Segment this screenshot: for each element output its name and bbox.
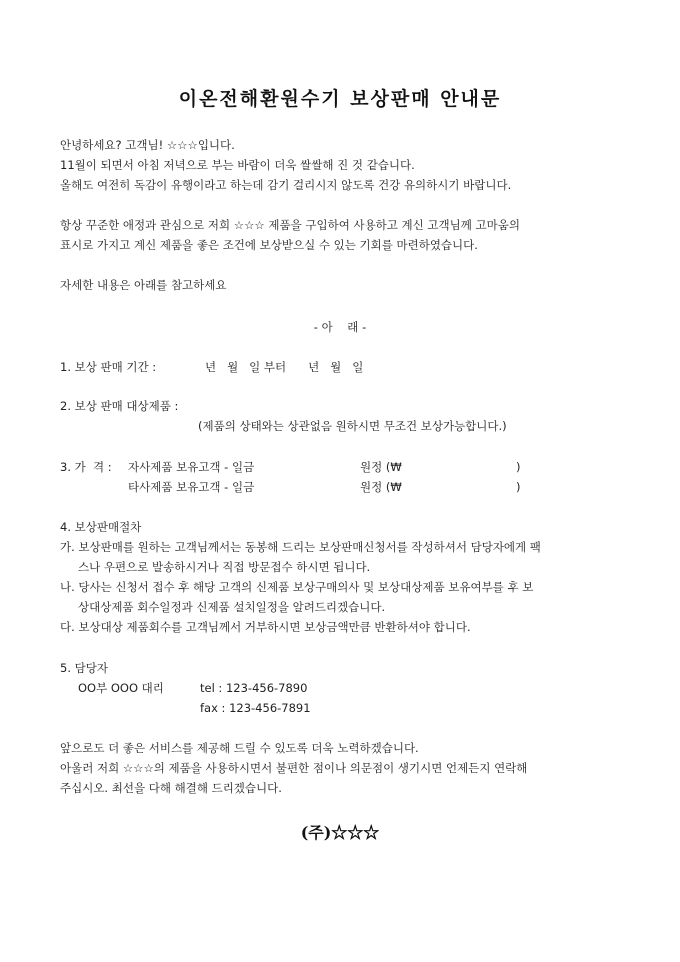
closing-line-3: 주십시오. 최선을 다해 해결해 드리겠습니다. — [60, 781, 282, 795]
item2-label: 2. 보상 판매 대상제품 : — [60, 399, 179, 413]
intro-line-3: 올해도 여전히 독감이 유행이라고 하는데 감기 걸리시지 않도록 건강 유의하시기 바랍니다. — [60, 178, 512, 192]
item5-label: 5. 담당자 — [60, 661, 108, 675]
contact-fax: fax : 123-456-7891 — [200, 701, 311, 715]
thanks-line-1: 항상 꾸준한 애정과 관심으로 저희 ☆☆☆ 제품을 구입하여 사용하고 계신 고객님께 고마움의 — [60, 218, 520, 232]
item3-label: 3. 가 격 : — [60, 460, 112, 474]
item2-note: (제품의 상태와는 상관없음 원하시면 무조건 보상가능합니다.) — [198, 419, 507, 433]
closing-line-1: 앞으로도 더 좋은 서비스를 제공해 드릴 수 있도록 더욱 노력하겠습니다. — [60, 741, 419, 755]
procedure-step-a-cont: 스나 우편으로 발송하시거나 직접 방문접수 하시면 됩니다. — [78, 560, 371, 574]
closing-line-2: 아울러 저희 ☆☆☆의 제품을 사용하시면서 불편한 점이나 의문점이 생기시면 언제든지 연락해 — [60, 761, 528, 775]
document-title: 이온전해환원수기 보상판매 안내문 — [178, 88, 502, 110]
price-row-own-customer: 자사제품 보유고객 - 일금 — [128, 460, 255, 474]
procedure-step-b: 나. 당사는 신청서 접수 후 해당 고객의 신제품 보상구매의사 및 보상대상제품 보유여부를 후 보 — [60, 580, 534, 594]
intro-line-2: 11월이 되면서 아침 저녁으로 부는 바람이 더욱 쌀쌀해 진 것 같습니다. — [60, 158, 415, 172]
price-row-other-close: ) — [516, 480, 521, 494]
company-signature: (주)☆☆☆ — [300, 823, 380, 842]
contact-person: OO부 OOO 대리 — [78, 681, 164, 695]
contact-tel: tel : 123-456-7890 — [200, 681, 308, 695]
refer-line: 자세한 내용은 아래를 참고하세요 — [60, 278, 227, 292]
thanks-line-2: 표시로 가지고 계신 제품을 좋은 조건에 보상받으실 수 있는 기회를 마련하였습니다. — [60, 238, 478, 252]
item1-label: 1. 보상 판매 기간 : — [60, 360, 157, 374]
price-row-other-amount: 원정 (₩ — [360, 480, 402, 494]
item4-label: 4. 보상판매절차 — [60, 520, 142, 534]
below-heading: - 아 래 - — [313, 320, 367, 334]
item1-period: 년 월 일 부터 년 월 일 — [205, 360, 364, 374]
procedure-step-a: 가. 보상판매를 원하는 고객님께서는 동봉해 드리는 보상판매신청서를 작성하셔서 담당자에게 팩 — [60, 540, 541, 554]
price-row-other-customer: 타사제품 보유고객 - 일금 — [128, 480, 255, 494]
price-row-own-amount: 원정 (₩ — [360, 460, 402, 474]
procedure-step-c: 다. 보상대상 제품회수를 고객님께서 거부하시면 보상금액만큼 반환하셔야 합니다. — [60, 620, 471, 634]
procedure-step-b-cont: 상대상제품 회수일정과 신제품 설치일정을 알려드리겠습니다. — [78, 600, 386, 614]
price-row-own-close: ) — [516, 460, 521, 474]
intro-line-1: 안녕하세요? 고객님! ☆☆☆입니다. — [60, 138, 235, 152]
